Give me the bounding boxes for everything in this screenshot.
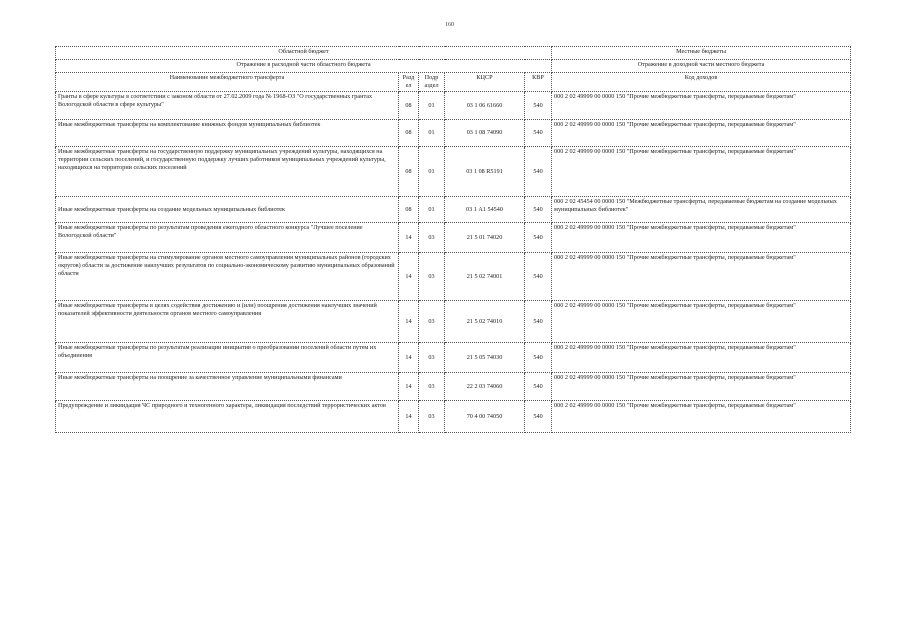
- income-code: 000 2 02 49999 00 0000 150 "Прочие межбюджетные трансферты, передаваемые бюджетам": [552, 120, 851, 147]
- razdel: 14: [399, 343, 419, 373]
- razdel: 14: [399, 301, 419, 343]
- transfer-name: Иные межбюджетные трансферты по результатам проведения ежегодного областного конкурса "Лучшее поселение Вологодской области": [56, 223, 399, 253]
- table-row: [56, 223, 851, 253]
- local-budgets-header: Местные бюджеты: [552, 47, 851, 60]
- kcsr: 03 1 08 74090: [445, 120, 525, 147]
- razdel: 08: [399, 147, 419, 197]
- table-row: [56, 401, 851, 433]
- kvr: 540: [525, 92, 552, 120]
- transfer-name: Иные межбюджетные трансферты на стимулирование органов местного самоуправления муниципальных районов (городских округов) области за достижение наилучших результатов по социально-экономическому развитию муниципальных образований области: [56, 253, 399, 301]
- kcsr: 21 5 05 74030: [445, 343, 525, 373]
- kcsr: 03 1 06 61660: [445, 92, 525, 120]
- kcsr: 70 4 00 74050: [445, 401, 525, 433]
- table-row: [56, 147, 851, 197]
- transfer-name: Гранты в сфере культуры в соответствии с законом области от 27.02.2009 года № 1968-ОЗ "О государственных грантах Вологодской области в сфере культуры": [56, 92, 399, 120]
- table-row: [56, 92, 851, 120]
- podrazdel: 03: [419, 401, 445, 433]
- razdel: 08: [399, 120, 419, 147]
- transfer-name: Иные межбюджетные трансферты в целях содействия достижению и (или) поощрения достижения наилучших значений показателей эффективности деятельности органов местного самоуправления: [56, 301, 399, 343]
- kvr: 540: [525, 120, 552, 147]
- kcsr: 03 1 А1 54540: [445, 197, 525, 223]
- podrazdel: 01: [419, 120, 445, 147]
- transfer-name: Предупреждение и ликвидация ЧС природного и техногенного характера, ликвидация последствий террористических актов: [56, 401, 399, 433]
- transfer-name: Иные межбюджетные трансферты на государственную поддержку муниципальных учреждений культуры, находящихся на территории сельских поселений, и государственную поддержку лучших работников муниципальных учреждений культуры, находящихся на территории сельских поселений: [56, 147, 399, 197]
- income-code: 000 2 02 49999 00 0000 150 "Прочие межбюджетные трансферты, передаваемые бюджетам": [552, 253, 851, 301]
- col-kcsr-header: КЦСР: [445, 73, 525, 92]
- transfer-name: Иные межбюджетные трансферты на поощрение за качественное управление муниципальными финансами: [56, 373, 399, 401]
- income-code: 000 2 02 49999 00 0000 150 "Прочие межбюджетные трансферты, передаваемые бюджетам": [552, 373, 851, 401]
- table-row: [56, 373, 851, 401]
- kvr: 540: [525, 373, 552, 401]
- kcsr: 03 1 08 R5191: [445, 147, 525, 197]
- kcsr: 21 5 01 74020: [445, 223, 525, 253]
- income-code: 000 2 02 49999 00 0000 150 "Прочие межбюджетные трансферты, передаваемые бюджетам": [552, 147, 851, 197]
- income-code: 000 2 02 49999 00 0000 150 "Прочие межбюджетные трансферты, передаваемые бюджетам": [552, 401, 851, 433]
- transfer-name: Иные межбюджетные трансферты на создание модельных муниципальных библиотек: [56, 197, 399, 223]
- kvr: 540: [525, 343, 552, 373]
- kcsr: 22 2 03 74060: [445, 373, 525, 401]
- podrazdel: 03: [419, 253, 445, 301]
- page-number: 160: [445, 22, 454, 28]
- kvr: 540: [525, 223, 552, 253]
- local-display-header: Отражение в доходной части местного бюджета: [552, 60, 851, 73]
- kcsr: 21 5 02 74010: [445, 301, 525, 343]
- podrazdel: 01: [419, 147, 445, 197]
- kvr: 540: [525, 253, 552, 301]
- kvr: 540: [525, 301, 552, 343]
- transfer-name: Иные межбюджетные трансферты по результатам реализации инициатив о преобразовании поселений области путем их объединения: [56, 343, 399, 373]
- col-podrazdel-header: Подр аздел: [419, 73, 445, 92]
- table-row: [56, 197, 851, 223]
- col-kod-header: Код доходов: [552, 73, 851, 92]
- income-code: 000 2 02 49999 00 0000 150 "Прочие межбюджетные трансферты, передаваемые бюджетам": [552, 92, 851, 120]
- income-code: 000 2 02 49999 00 0000 150 "Прочие межбюджетные трансферты, передаваемые бюджетам": [552, 223, 851, 253]
- kvr: 540: [525, 197, 552, 223]
- col-name-header: Наименование межбюджетного трансферта: [56, 73, 399, 92]
- podrazdel: 01: [419, 92, 445, 120]
- income-code: 000 2 02 49999 00 0000 150 "Прочие межбюджетные трансферты, передаваемые бюджетам": [552, 343, 851, 373]
- table-row: [56, 253, 851, 301]
- podrazdel: 03: [419, 301, 445, 343]
- table-row: [56, 343, 851, 373]
- razdel: 08: [399, 197, 419, 223]
- razdel: 14: [399, 401, 419, 433]
- kvr: 540: [525, 147, 552, 197]
- income-code: 000 2 02 49999 00 0000 150 "Прочие межбюджетные трансферты, передаваемые бюджетам": [552, 301, 851, 343]
- podrazdel: 01: [419, 197, 445, 223]
- income-code: 000 2 02 45454 00 0000 150 "Межбюджетные трансферты, передаваемые бюджетам на создание модельных муниципальных библиотек": [552, 197, 851, 223]
- regional-display-header: Отражение в расходной части областного бюджета: [56, 60, 552, 73]
- kcsr: 21 5 02 74001: [445, 253, 525, 301]
- table-row: [56, 301, 851, 343]
- razdel: 14: [399, 253, 419, 301]
- col-kvr-header: КВР: [525, 73, 552, 92]
- table-row: [56, 120, 851, 147]
- kvr: 540: [525, 401, 552, 433]
- podrazdel: 03: [419, 223, 445, 253]
- podrazdel: 03: [419, 343, 445, 373]
- razdel: 14: [399, 373, 419, 401]
- razdel: 14: [399, 223, 419, 253]
- col-razdel-header: Разд ел: [399, 73, 419, 92]
- podrazdel: 03: [419, 373, 445, 401]
- transfers-table: [55, 46, 851, 433]
- transfer-name: Иные межбюджетные трансферты на комплектование книжных фондов муниципальных библиотек: [56, 120, 399, 147]
- regional-budget-header: Областной бюджет: [56, 47, 552, 60]
- razdel: 08: [399, 92, 419, 120]
